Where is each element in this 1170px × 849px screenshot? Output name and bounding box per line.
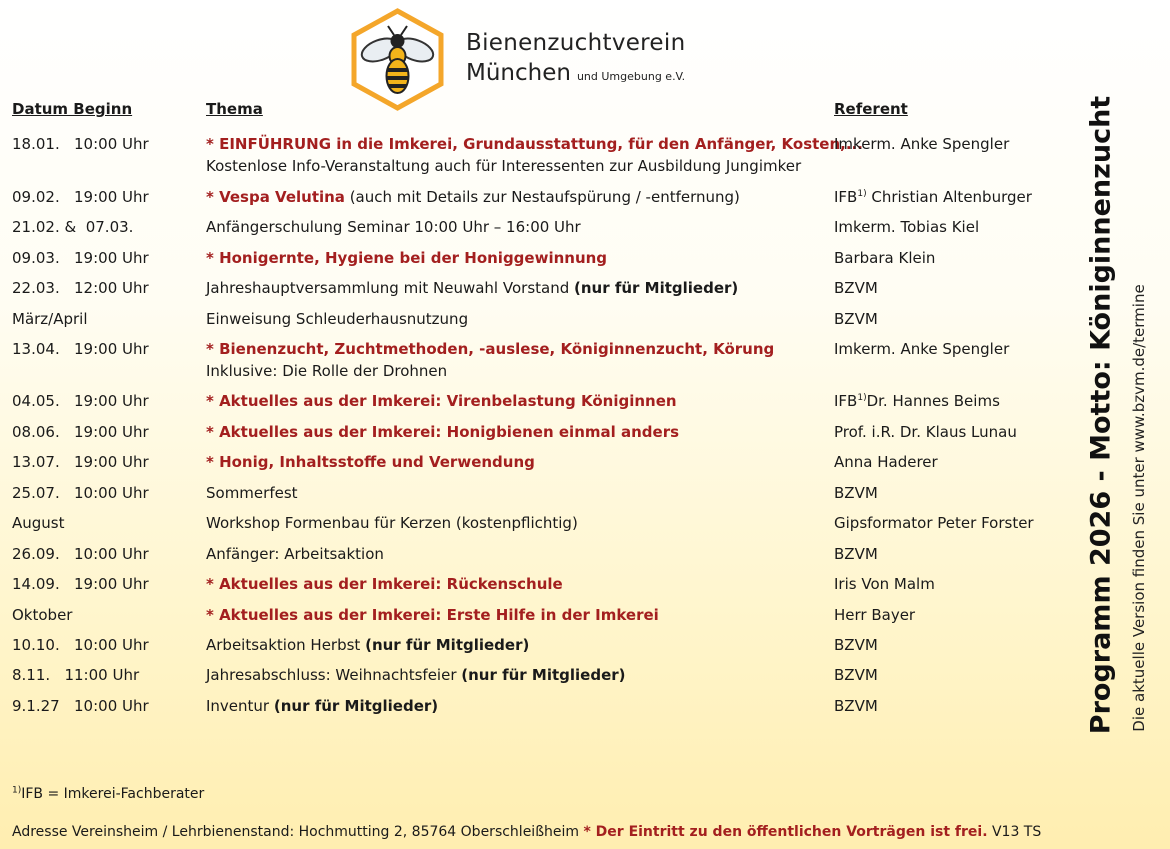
referent-name: BZVM [834, 545, 878, 563]
row-topic-text: Sommerfest [206, 484, 298, 502]
referent-name: Anna Haderer [834, 453, 938, 471]
row-referent [834, 634, 878, 656]
row-topic [206, 216, 831, 238]
referent-name: Prof. i.R. Dr. Klaus Lunau [834, 423, 1017, 441]
referent-name: Barbara Klein [834, 249, 936, 267]
column-header-date: Datum Beginn [12, 100, 133, 118]
row-topic [206, 421, 831, 443]
row-topic-highlight: * Aktuelles aus der Imkerei: Erste Hilfe in der Imkerei [206, 606, 659, 624]
row-referent [834, 573, 935, 595]
footnote [12, 786, 204, 802]
row-topic-highlight: * Aktuelles aus der Imkerei: Rückenschule [206, 575, 563, 593]
row-topic [206, 512, 831, 534]
footer-notice: * Der Eintritt zu den öffentlichen Vorträgen ist frei. [583, 824, 988, 840]
row-topic-text: Arbeitsaktion Herbst [206, 636, 366, 654]
column-header-referent: Referent [834, 100, 908, 118]
row-topic-highlight: * Vespa Velutina [206, 188, 345, 206]
row-topic [206, 277, 831, 299]
row-date: 22.03. 12:00 Uhr [12, 279, 149, 297]
referent-name: BZVM [834, 310, 878, 328]
row-referent [834, 133, 1009, 155]
row-date: 13.04. 19:00 Uhr [12, 340, 149, 358]
row-topic-text: Einweisung Schleuderhausnutzung [206, 310, 469, 328]
row-referent [834, 338, 1009, 360]
row-referent [834, 277, 878, 299]
org-name: Bienenzuchtverein [466, 30, 686, 56]
row-topic-bold: (nur für Mitglieder) [574, 279, 739, 297]
footnote-marker: 1) [12, 785, 22, 796]
row-referent [834, 664, 878, 686]
row-topic-highlight: * Honig, Inhaltsstoffe und Verwendung [206, 453, 535, 471]
row-date: 08.06. 19:00 Uhr [12, 423, 149, 441]
column-header-topic: Thema [206, 100, 263, 118]
row-date: 13.07. 19:00 Uhr [12, 453, 149, 471]
footnote-marker: 1) [857, 189, 867, 199]
row-referent [834, 216, 979, 238]
row-date: März/April [12, 310, 88, 328]
current-version-note: Die aktuelle Version finden Sie unter www.bzvm.de/termine [1130, 284, 1148, 732]
row-topic-bold: (nur für Mitglieder) [273, 697, 439, 715]
referent-name: Imkerm. Anke Spengler [834, 135, 1010, 153]
row-topic [206, 186, 831, 208]
row-topic [206, 695, 831, 717]
row-topic-subline: Kostenlose Info-Veranstaltung auch für Interessenten zur Ausbildung Jungimker [206, 157, 802, 175]
row-referent [834, 451, 938, 473]
referent-prefix: IFB [834, 188, 858, 206]
referent-name: Gipsformator Peter Forster [834, 514, 1034, 532]
row-topic [206, 543, 831, 565]
row-topic [206, 390, 831, 412]
row-date: 21.02. & 07.03. [12, 218, 134, 236]
row-referent [834, 186, 1032, 208]
row-topic-text: Anfänger: Arbeitsaktion [206, 545, 384, 563]
row-date: 18.01. 10:00 Uhr [12, 135, 149, 153]
row-topic-text: Inventur [206, 697, 274, 715]
row-topic-text: Jahreshauptversammlung mit Neuwahl Vorstand [206, 279, 574, 297]
org-suffix: und Umgebung e.V. [576, 70, 686, 83]
row-date: 25.07. 10:00 Uhr [12, 484, 149, 502]
row-date: 09.03. 19:00 Uhr [12, 249, 149, 267]
referent-name: Imkerm. Tobias Kiel [834, 218, 980, 236]
row-date: Oktober [12, 606, 73, 624]
referent-name: BZVM [834, 697, 878, 715]
row-topic [206, 247, 831, 269]
row-date: 26.09. 10:00 Uhr [12, 545, 149, 563]
row-topic [206, 338, 831, 382]
footer [12, 824, 1041, 840]
row-topic-text: Anfängerschulung Seminar 10:00 Uhr – 16:00 Uhr [206, 218, 581, 236]
row-referent [834, 421, 1017, 443]
row-date: August [12, 514, 65, 532]
referent-name: BZVM [834, 636, 878, 654]
referent-name: Imkerm. Anke Spengler [834, 340, 1010, 358]
footnote-text: IFB = Imkerei-Fachberater [21, 786, 205, 802]
referent-name: BZVM [834, 279, 878, 297]
row-referent [834, 390, 1000, 412]
row-referent [834, 308, 878, 330]
row-topic [206, 634, 831, 656]
row-referent [834, 604, 915, 626]
row-topic-highlight: * EINFÜHRUNG in die Imkerei, Grundausstattung, für den Anfänger, Kosten,... [206, 135, 863, 153]
row-topic [206, 451, 831, 473]
row-topic [206, 482, 831, 504]
row-topic-highlight: * Honigernte, Hygiene bei der Honiggewinnung [206, 249, 608, 267]
row-topic-text: Jahresabschluss: Weihnachtsfeier [206, 666, 462, 684]
row-referent [834, 482, 878, 504]
referent-name: BZVM [834, 484, 878, 502]
row-date: 09.02. 19:00 Uhr [12, 188, 149, 206]
row-topic-subline: Inklusive: Die Rolle der Drohnen [206, 362, 448, 380]
referent-name: Dr. Hannes Beims [866, 392, 1000, 410]
referent-name: Christian Altenburger [866, 188, 1032, 206]
row-date: 9.1.27 10:00 Uhr [12, 697, 149, 715]
row-topic [206, 664, 831, 686]
row-topic-highlight: * Aktuelles aus der Imkerei: Honigbienen einmal anders [206, 423, 680, 441]
referent-name: Iris Von Malm [834, 575, 935, 593]
footer-version: V13 TS [987, 824, 1042, 840]
row-topic-highlight: * Bienenzucht, Zuchtmethoden, -auslese, Königinnenzucht, Körung [206, 340, 775, 358]
row-topic [206, 604, 831, 626]
row-date: 10.10. 10:00 Uhr [12, 636, 149, 654]
referent-name: Herr Bayer [834, 606, 916, 624]
row-referent [834, 247, 935, 269]
row-date: 04.05. 19:00 Uhr [12, 392, 149, 410]
row-referent [834, 695, 878, 717]
footnote-marker: 1) [857, 393, 867, 403]
row-referent [834, 512, 1034, 534]
referent-prefix: IFB [834, 392, 858, 410]
row-topic [206, 133, 863, 177]
row-topic-text: (auch mit Details zur Nestaufspürung / -entfernung) [344, 188, 740, 206]
row-referent [834, 543, 878, 565]
program-title: Programm 2026 - Motto: Königinnenzucht [1085, 95, 1117, 735]
footer-address: Adresse Vereinsheim / Lehrbienenstand: Hochmutting 2, 85764 Oberschleißheim [12, 824, 584, 840]
row-topic [206, 308, 831, 330]
row-date: 8.11. 11:00 Uhr [12, 666, 140, 684]
row-topic-bold: (nur für Mitglieder) [365, 636, 530, 654]
row-topic-bold: (nur für Mitglieder) [461, 666, 626, 684]
org-city-name: München [466, 60, 571, 86]
row-date: 14.09. 19:00 Uhr [12, 575, 149, 593]
row-topic-text: Workshop Formenbau für Kerzen (kostenpflichtig) [206, 514, 578, 532]
row-topic-highlight: * Aktuelles aus der Imkerei: Virenbelastung Königinnen [206, 392, 677, 410]
row-topic [206, 573, 831, 595]
referent-name: BZVM [834, 666, 878, 684]
